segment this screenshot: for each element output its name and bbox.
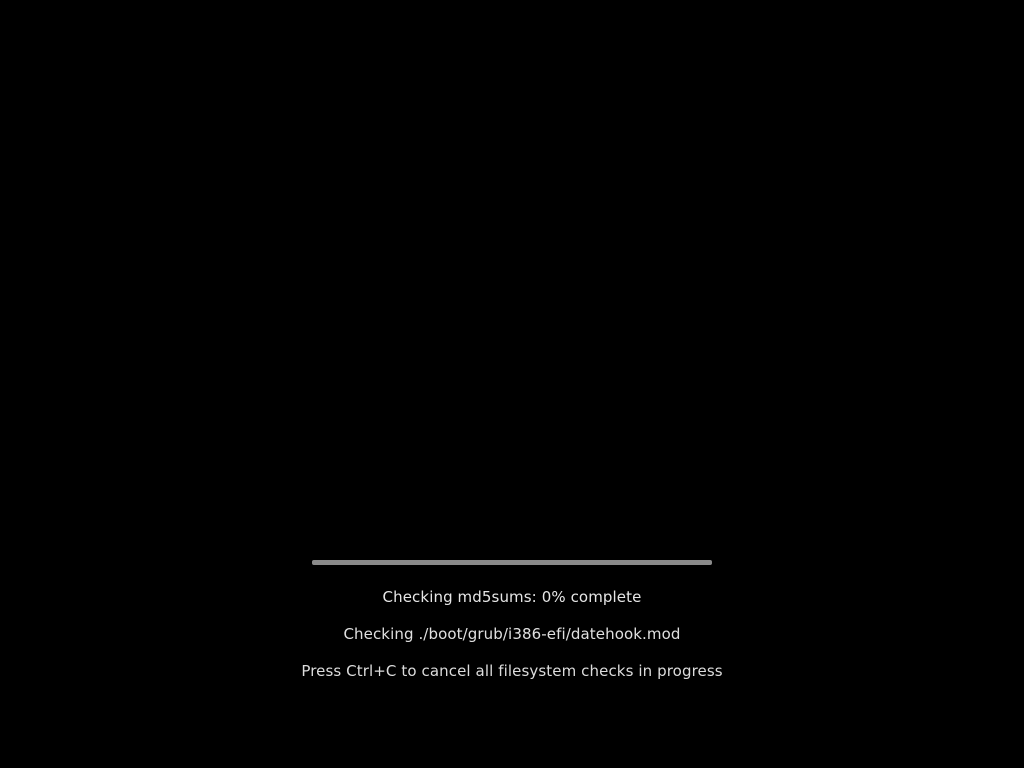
boot-status-panel: [0, 560, 1024, 690]
current-file-text: Checking ./boot/grub/i386-efi/datehook.mod: [343, 625, 681, 643]
progress-bar-track: [312, 560, 712, 565]
cancel-hint-text: Press Ctrl+C to cancel all filesystem checks in progress: [301, 662, 723, 680]
md5sums-status-text: Checking md5sums: 0% complete: [382, 588, 642, 606]
progress-bar: [312, 560, 712, 565]
